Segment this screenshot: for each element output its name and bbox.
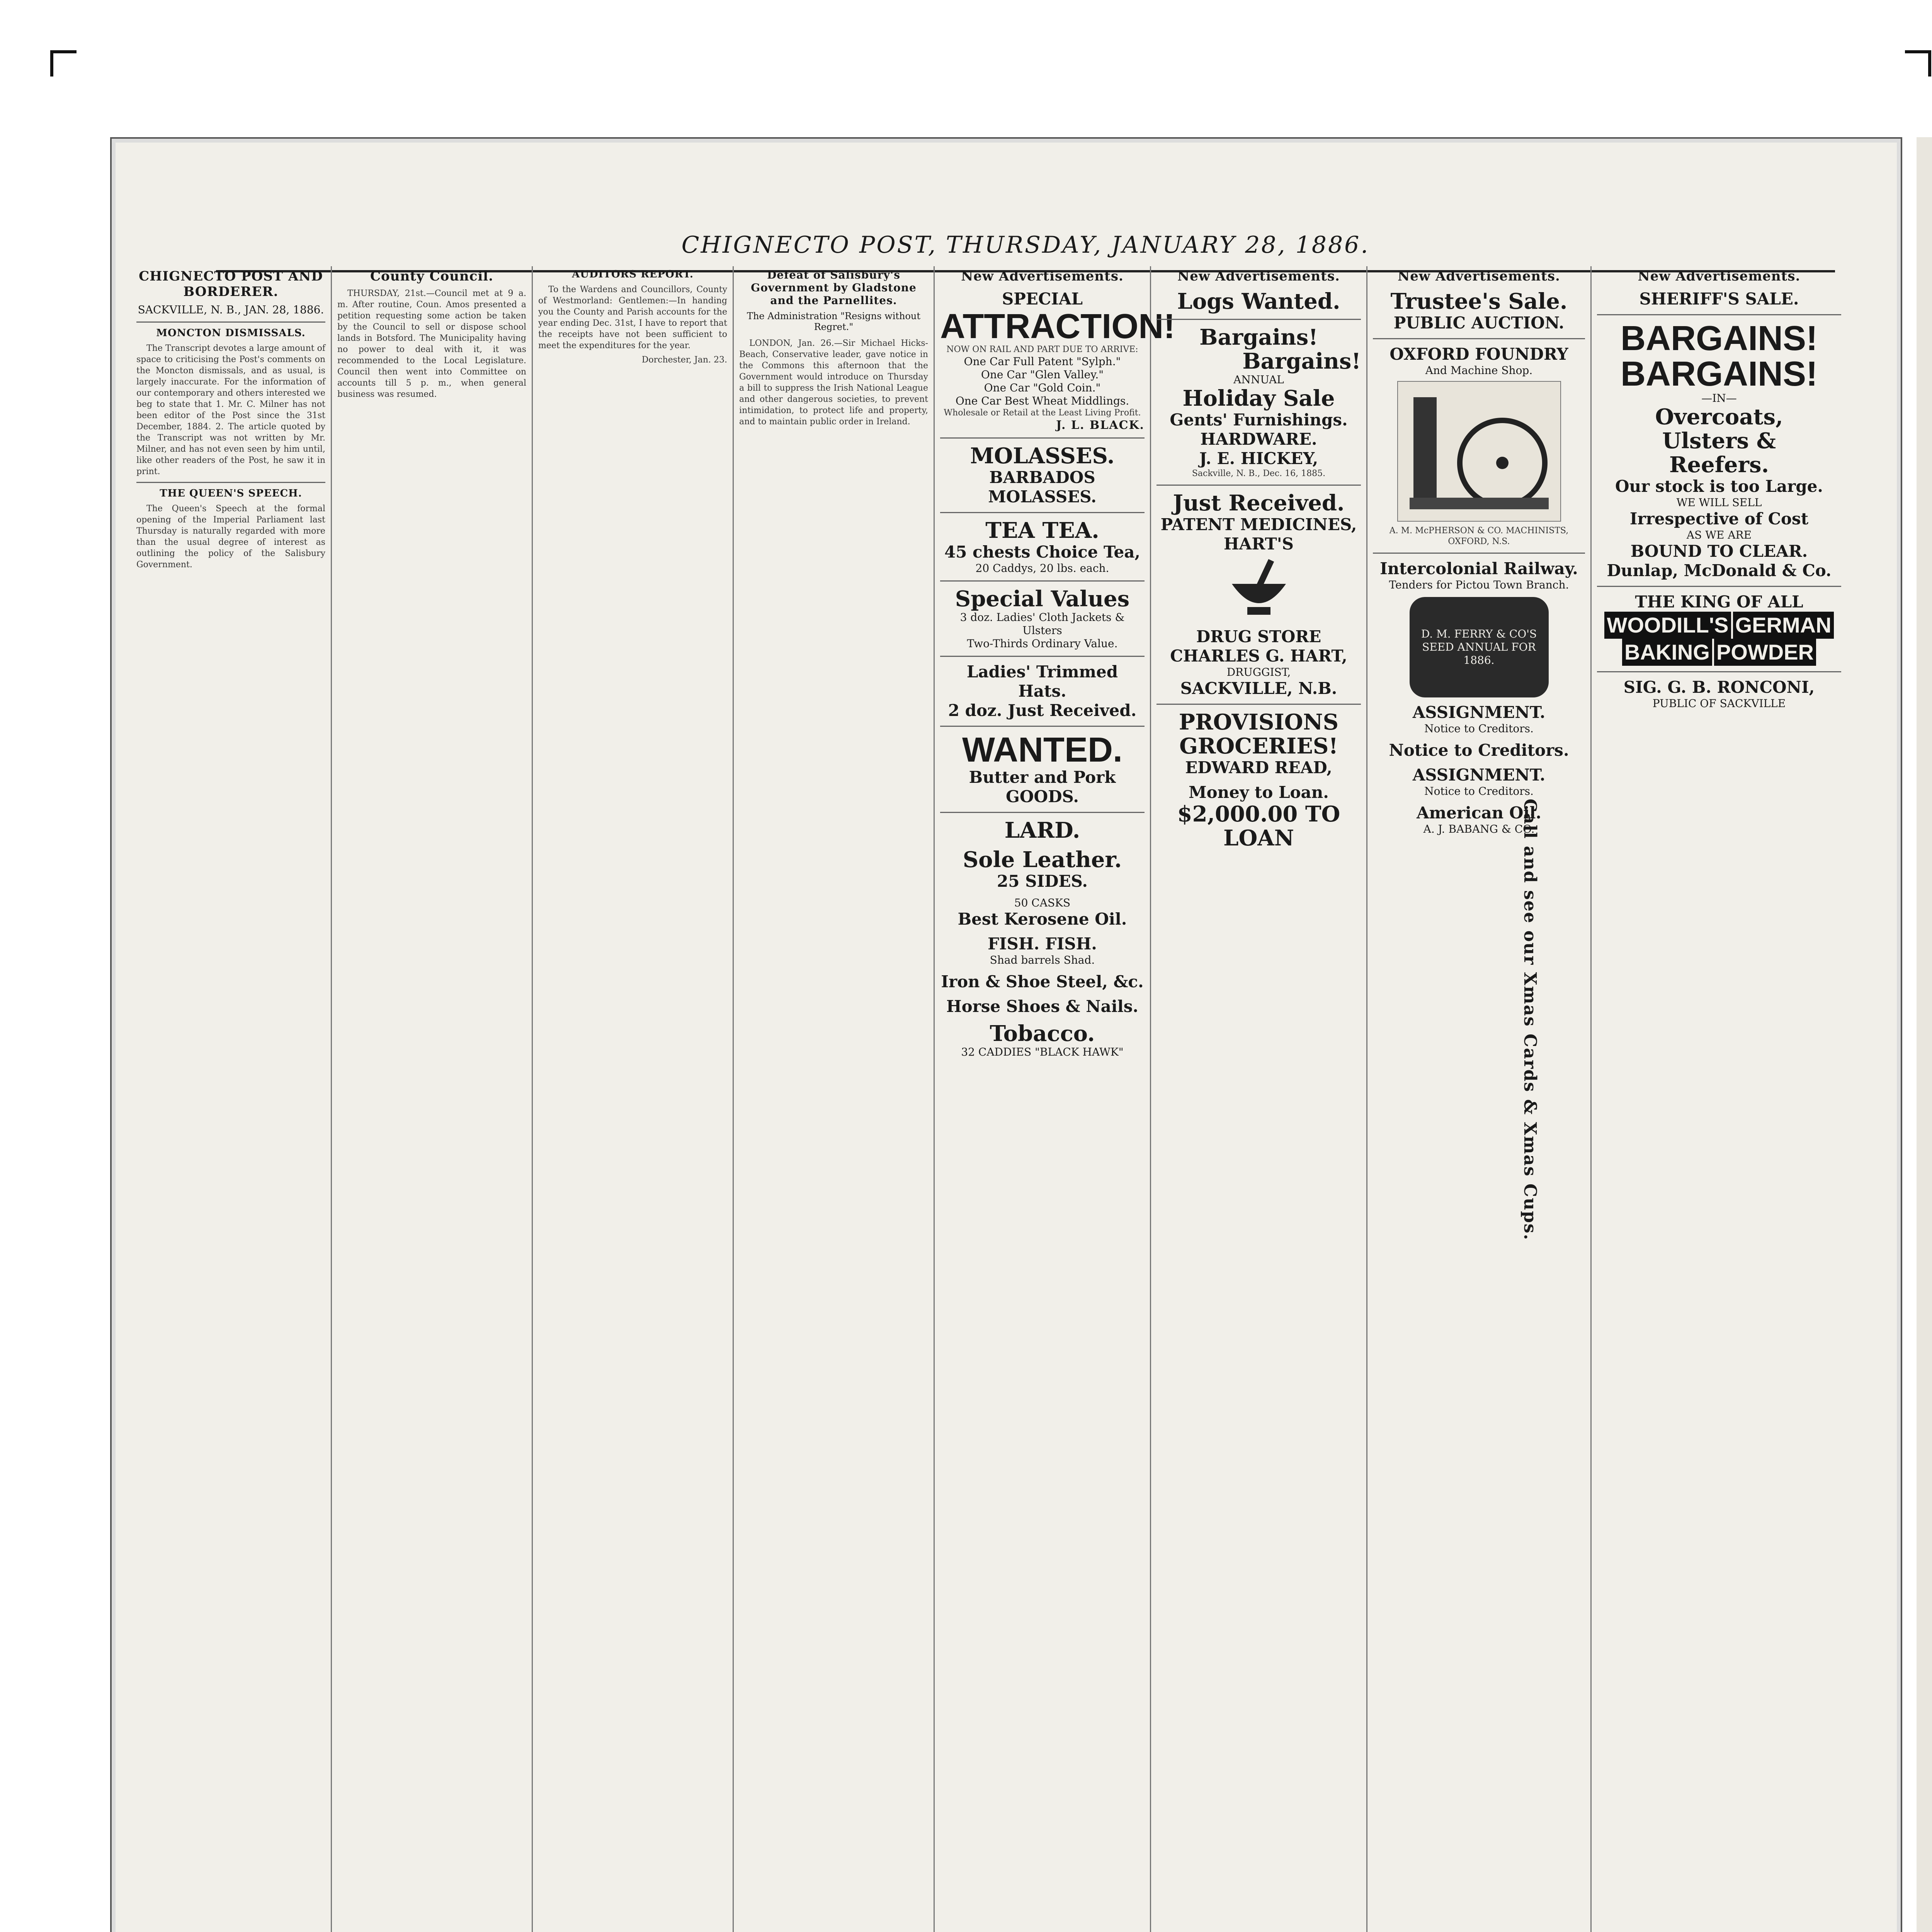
divider xyxy=(940,580,1145,582)
ad-headline: FISH. FISH. xyxy=(988,934,1097,953)
ad-text: Tenders for Pictou Town Branch. xyxy=(1389,578,1569,591)
column-editorial xyxy=(131,266,332,1932)
ad-text: 32 CADDIES "BLACK HAWK" xyxy=(961,1046,1124,1058)
ad-tea xyxy=(940,519,1145,575)
ad-attraction xyxy=(940,289,1175,432)
ad-headline: PROVISIONS xyxy=(1179,709,1339,735)
ad-headline: ASSIGNMENT. xyxy=(1412,765,1546,784)
ad-headline: HARDWARE. xyxy=(1200,430,1317,449)
ad-oil xyxy=(1373,803,1585,836)
column-ads-hickey xyxy=(1151,266,1367,1932)
ad-signature: Dunlap, McDonald & Co. xyxy=(1607,561,1832,580)
ad-text: NOW ON RAIL AND PART DUE TO ARRIVE: xyxy=(946,345,1138,354)
ad-headline: THE KING OF ALL xyxy=(1635,592,1803,611)
divider xyxy=(1156,319,1361,320)
divider xyxy=(1373,338,1585,339)
article-paragraph: LONDON, Jan. 26.—Sir Michael Hicks-Beach, Conservative leader, gave notice in the Commons this afternoon that the Government would introduce on Thursday a bill to suppress the Irish National League and other dangerous societies, to prevent intimidation, to protect life and property, and to maintain public order in Ireland. xyxy=(739,338,928,427)
ad-hats xyxy=(940,662,1145,720)
ad-sheriff xyxy=(1597,289,1841,309)
column-ads-sheriff xyxy=(1592,266,1847,1932)
ad-text: 20 Caddys, 20 lbs. each. xyxy=(975,562,1109,575)
ad-headline: Iron & Shoe Steel, &c. xyxy=(941,972,1144,991)
article-title: MONCTON DISMISSALS. xyxy=(156,327,306,339)
ad-wanted xyxy=(940,732,1145,806)
ad-text: PUBLIC OF SACKVILLE xyxy=(1652,697,1786,710)
divider xyxy=(1156,704,1361,705)
ad-headline: Just Received. xyxy=(1173,490,1345,516)
ad-foundry xyxy=(1373,345,1585,547)
ad-text: Notice to Creditors. xyxy=(1424,785,1534,798)
crop-mark-top-right xyxy=(1905,50,1931,77)
ad-signature: EDWARD READ, xyxy=(1185,758,1332,777)
ads-header: New Advertisements. xyxy=(1177,269,1340,284)
auditors-signed: Dorchester, Jan. 23. xyxy=(641,355,727,365)
ad-text: D. M. FERRY & CO'S SEED ANNUAL FOR 1886. xyxy=(1421,628,1537,667)
ad-headline: BAKING xyxy=(1622,639,1712,666)
ad-text: One Car "Glen Valley." xyxy=(981,368,1104,381)
ad-headline: Irrespective of Cost xyxy=(1629,509,1809,528)
editorial-heading: CHIGNECTO POST AND BORDERER. xyxy=(139,269,323,299)
ad-harts xyxy=(1156,491,1361,698)
ad-sole-leather xyxy=(940,848,1145,891)
ad-headline: Horse Shoes & Nails. xyxy=(946,997,1138,1016)
ad-headline: SHERIFF'S SALE. xyxy=(1639,289,1799,308)
article-body xyxy=(136,503,325,570)
ad-headline: Bargains! xyxy=(1199,325,1318,350)
ad-headline: ATTRACTION! xyxy=(940,307,1175,346)
ad-bargains xyxy=(1156,325,1361,479)
ad-bargains-clothing xyxy=(1597,321,1841,580)
ad-assignment xyxy=(1373,703,1585,735)
ad-headline: MOLASSES. xyxy=(970,443,1115,469)
divider xyxy=(940,656,1145,657)
ad-headline: Ulsters & xyxy=(1662,428,1776,454)
mortar-and-pestle-icon xyxy=(1224,557,1294,622)
ad-text: 45 chests Choice Tea, xyxy=(944,543,1141,561)
divider xyxy=(940,812,1145,813)
ad-headline: DRUG STORE xyxy=(1196,627,1321,646)
article-paragraph: THURSDAY, 21st.—Council met at 9 a. m. After routine, Coun. Amos presented a petition requesting some action be taken by the Council to sell or dispose school lands in Botsford. The Municipality having no power to deal with it, it was recommended to the Local Legislature. Council then went into Committee on accounts till 5 p. m., when general business was resumed. xyxy=(337,289,526,399)
ad-text: $2,000.00 TO LOAN xyxy=(1177,801,1340,851)
ad-kerosene xyxy=(940,896,1145,929)
divider xyxy=(1156,485,1361,486)
ad-headline: PATENT MEDICINES, xyxy=(1160,515,1357,534)
ad-headline: Overcoats, xyxy=(1655,404,1783,430)
newspaper-page xyxy=(110,137,1902,1932)
ad-headline: POWDER xyxy=(1714,639,1816,666)
divider xyxy=(1373,553,1585,554)
ad-text: Shad barrels Shad. xyxy=(990,954,1095,966)
ad-text: 3 doz. Ladies' Cloth Jackets & Ulsters xyxy=(960,611,1125,637)
ad-headline: GROCERIES! xyxy=(1179,733,1338,759)
article-body xyxy=(136,343,325,477)
ad-text: And Machine Shop. xyxy=(1425,364,1533,377)
ad-assignment-2 xyxy=(1373,765,1585,798)
council-body xyxy=(337,288,526,400)
divider xyxy=(940,726,1145,727)
ad-text: ANNUAL xyxy=(1233,373,1284,386)
ad-headline: WANTED. xyxy=(962,731,1122,769)
ad-text: A. M. McPHERSON & CO. MACHINISTS, OXFORD, N.S. xyxy=(1389,526,1569,546)
ad-seed-annual xyxy=(1373,597,1585,697)
ad-intercolonial xyxy=(1373,559,1585,592)
ad-text: HART'S xyxy=(1224,534,1294,553)
ad-notice xyxy=(1373,741,1585,760)
column-auditors xyxy=(533,266,734,1932)
page-title: CHIGNECTO POST, THURSDAY, JANUARY 28, 1886. xyxy=(681,231,1370,259)
ad-tobacco xyxy=(940,1022,1145,1059)
ads-header: New Advertisements. xyxy=(961,269,1124,284)
news-body xyxy=(739,338,928,427)
auditors-heading: AUDITORS REPORT. xyxy=(572,269,694,280)
ad-headline: Sole Leather. xyxy=(963,847,1122,872)
ad-trustee xyxy=(1373,289,1585,333)
seed-annual-seal xyxy=(1410,597,1549,697)
ad-headline: Notice to Creditors. xyxy=(1389,741,1569,760)
ad-text: Notice to Creditors. xyxy=(1424,722,1534,735)
ad-special-values xyxy=(940,587,1145,650)
ad-signature: CHARLES G. HART, xyxy=(1170,646,1347,665)
ad-text: One Car Full Patent "Sylph." xyxy=(964,355,1121,368)
ad-text: Two-Thirds Ordinary Value. xyxy=(967,637,1118,650)
ad-baking-powder xyxy=(1597,592,1841,666)
ad-headline: Reefers. xyxy=(1669,452,1769,478)
ad-iron xyxy=(940,972,1145,992)
ad-headline: BARGAINS! xyxy=(1621,319,1818,358)
ad-headline: SPECIAL xyxy=(1002,289,1083,308)
ad-text: GOODS. xyxy=(1006,787,1079,806)
ad-text: One Car Best Wheat Middlings. xyxy=(955,395,1129,407)
article-paragraph: To the Wardens and Councillors, County of Westmorland: Gentlemen:—In handing you the County and Parish accounts for the year ending Dec. 31st, I have to report that the receipts have not been sufficient to meet the expenditures for the year. xyxy=(538,285,727,350)
ad-headline: SIG. G. B. RONCONI, xyxy=(1623,678,1815,697)
ad-headline: Holiday Sale xyxy=(1182,386,1335,411)
ad-headline: BARGAINS! xyxy=(1621,355,1818,393)
ad-headline: Logs Wanted. xyxy=(1177,289,1340,314)
ad-headline: Trustee's Sale. xyxy=(1390,289,1568,314)
ad-headline: GERMAN xyxy=(1733,612,1834,639)
divider xyxy=(940,437,1145,439)
column-ads-foundry xyxy=(1367,266,1592,1932)
ad-logs xyxy=(1156,289,1361,313)
ad-headline: American Oil. xyxy=(1417,803,1541,822)
ad-headline: Special Values xyxy=(955,586,1130,612)
divider xyxy=(1597,314,1841,315)
ad-headline: TEA TEA. xyxy=(985,518,1099,543)
ad-headline: ASSIGNMENT. xyxy=(1412,703,1546,722)
steam-engine-illustration xyxy=(1397,381,1561,522)
ad-headline: Intercolonial Railway. xyxy=(1380,559,1578,578)
ad-fish xyxy=(940,934,1145,967)
ad-headline: BARBADOS MOLASSES. xyxy=(988,468,1097,506)
ad-text: DRUGGIST, xyxy=(1226,666,1291,679)
ad-text: Butter and Pork xyxy=(969,768,1116,787)
dateline: SACKVILLE, N. B., JAN. 28, 1886. xyxy=(138,303,324,316)
divider xyxy=(1597,586,1841,587)
ad-headline: Ladies' Trimmed Hats. xyxy=(966,662,1118,701)
ad-headline: Best Kerosene Oil. xyxy=(957,910,1127,929)
ads-header: New Advertisements. xyxy=(1398,269,1560,284)
ad-text: Sackville, N. B., Dec. 16, 1885. xyxy=(1192,469,1326,478)
ad-headline: PUBLIC AUCTION. xyxy=(1393,313,1565,332)
ad-signature: J. L. BLACK. xyxy=(1056,418,1145,432)
ad-signature: J. E. HICKEY, xyxy=(1199,449,1318,468)
ad-text: 50 CASKS xyxy=(1014,896,1071,909)
crop-mark-top-left xyxy=(50,50,77,77)
council-heading: County Council. xyxy=(370,269,494,284)
ad-text: Wholesale or Retail at the Least Living Profit. xyxy=(944,408,1141,418)
ad-headline: BOUND TO CLEAR. xyxy=(1630,542,1808,561)
ad-money xyxy=(1156,783,1361,850)
ad-text: AS WE ARE xyxy=(1686,529,1752,541)
ad-headline: Money to Loan. xyxy=(1189,783,1329,802)
ad-horseshoes xyxy=(940,997,1145,1016)
ad-text: WE WILL SELL xyxy=(1676,496,1762,509)
ad-headline: Tobacco. xyxy=(990,1021,1095,1046)
ad-signature: A. J. BABANG & CO. xyxy=(1423,823,1535,835)
adjacent-page-edge xyxy=(1917,137,1932,1932)
news-heading: Defeat of Salisbury's Government by Gladstone and the Parnellites. xyxy=(751,269,917,307)
ad-molasses xyxy=(940,444,1145,507)
column-council xyxy=(332,266,533,1932)
ad-text: Our stock is too Large. xyxy=(1615,477,1823,496)
ad-text: One Car "Gold Coin." xyxy=(984,381,1101,394)
auditors-body xyxy=(538,284,727,351)
ad-headline: Bargains! xyxy=(1242,349,1361,374)
ad-headline: LARD. xyxy=(1004,818,1080,843)
ad-headline: OXFORD FOUNDRY xyxy=(1389,345,1568,364)
ad-text: —IN— xyxy=(1701,392,1737,405)
column-ads-black xyxy=(935,266,1175,1932)
ad-lard xyxy=(940,818,1145,842)
column-news xyxy=(734,266,935,1932)
ad-text: 25 SIDES. xyxy=(997,872,1088,891)
ad-headline: Gents' Furnishings. xyxy=(1170,410,1348,429)
divider xyxy=(940,512,1145,513)
ads-header: New Advertisements. xyxy=(1638,269,1801,284)
ad-text: 2 doz. Just Received. xyxy=(948,701,1137,720)
steam-engine-icon xyxy=(1398,382,1560,521)
article-title: THE QUEEN'S SPEECH. xyxy=(160,488,302,499)
article-paragraph: The Queen's Speech at the formal opening of the Imperial Parliament last Thursday is naturally regarded with more than the usual degree of interest as outlining the policy of the Salisbury Government. xyxy=(136,504,325,570)
article-paragraph: The Transcript devotes a large amount of space to criticising the Post's comments on the Moncton dismissals, and as usual, is largely inaccurate. For the information of our contemporary and others interested we beg to state that 1. Mr. C. Milner has not been editor of the Post since the 31st December, 1884. 2. The article quoted by the Transcript was not written by Mr. Milner, and has not even seen by him until, like other readers of the Post, he saw it in print. xyxy=(136,344,325,476)
ad-ronconi xyxy=(1597,678,1841,710)
divider xyxy=(136,482,325,483)
divider xyxy=(136,321,325,323)
news-subheading: The Administration "Resigns without Regret." xyxy=(747,311,921,332)
ad-headline: WOODILL'S xyxy=(1604,612,1731,639)
divider xyxy=(1597,671,1841,672)
ad-text: SACKVILLE, N.B. xyxy=(1180,679,1337,698)
ad-groceries xyxy=(1156,710,1361,777)
xmas-cards-vertical-ad: Call and see our Xmas Cards & Xmas Cups. xyxy=(1520,799,1540,1241)
